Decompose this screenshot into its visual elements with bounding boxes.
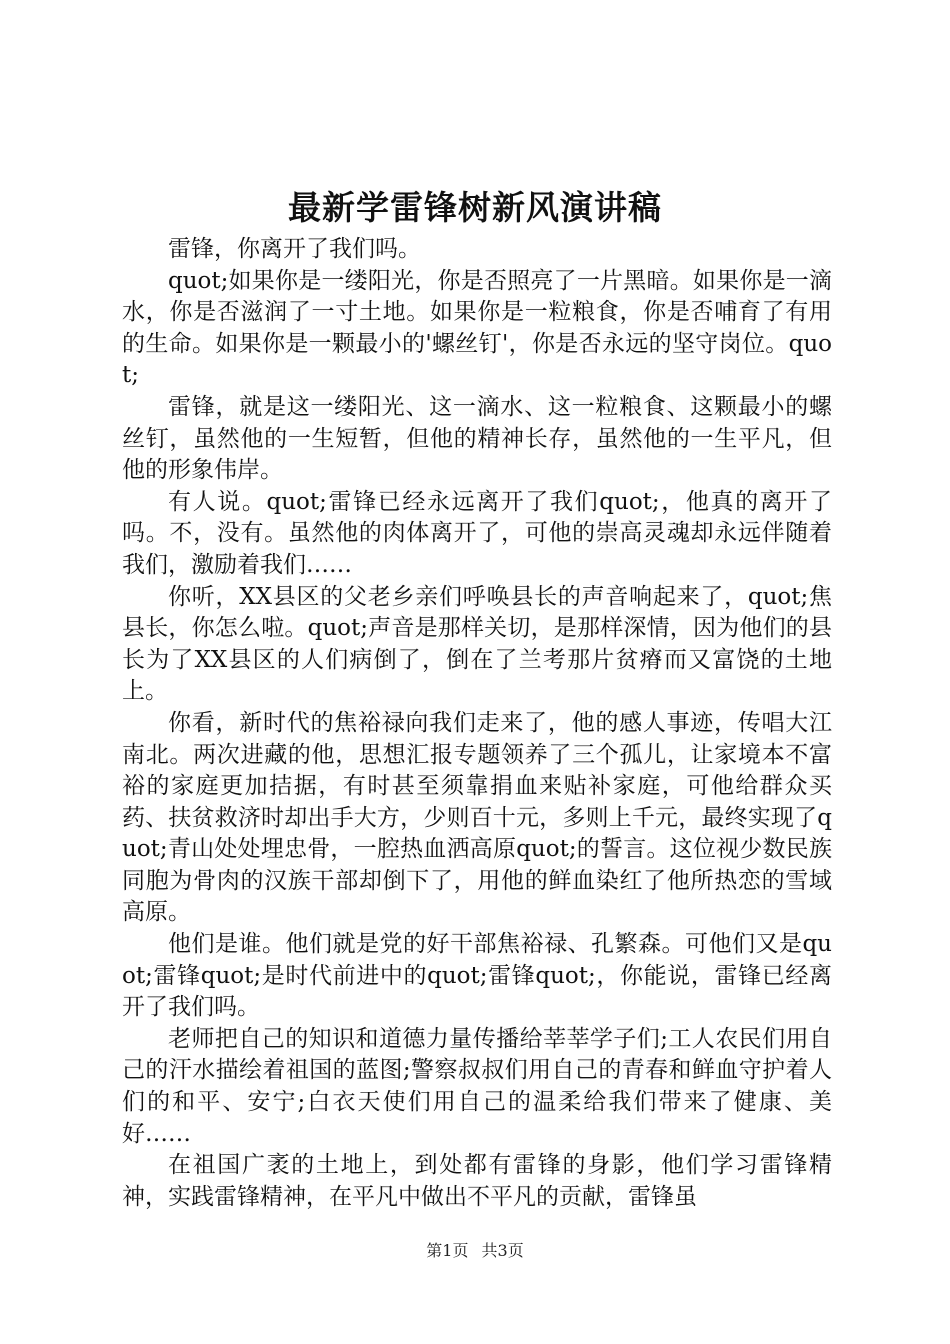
paragraph: quot;如果你是一缕阳光，你是否照亮了一片黑暗。如果你是一滴水，你是否滋润了一寸土地。如果你是一粒粮食，你是否哺育了有用的生命。如果你是一颗最小的'螺丝钉'，你是否永远的坚守岗位。quot; (122, 267, 832, 389)
paragraph: 他们是谁。他们就是党的好干部焦裕禄、孔繁森。可他们又是quot;雷锋quot;是时代前进中的quot;雷锋quot;，你能说，雷锋已经离开了我们吗。 (122, 931, 832, 1021)
page-number: 第1页 (426, 1241, 469, 1260)
paragraph: 雷锋，你离开了我们吗。 (168, 236, 421, 262)
paragraph: 你看，新时代的焦裕禄向我们走来了，他的感人事迹，传唱大江南北。两次进藏的他，思想汇报专题领养了三个孤儿，让家境本不富裕的家庭更加拮据，有时甚至须靠捐血来贴补家庭，可他给群众买药、扶贫救济时却出手大方，少则百十元，多则上千元，最终实现了quot;青山处处埋忠骨，一腔热血洒高原quot;的誓言。这位视少数民族同胞为骨肉的汉族干部却倒下了，用他的鲜血染红了他所热恋的雪域高原。 (122, 709, 832, 926)
page-footer (0, 1240, 950, 1262)
paragraph: 有人说。quot;雷锋已经永远离开了我们quot;，他真的离开了吗。不，没有。虽然他的肉体离开了，可他的崇高灵魂却永远伴随着我们，激励着我们…… (122, 488, 832, 578)
paragraph: 你听，XX县区的父老乡亲们呼唤县长的声音响起来了，quot;焦县长，你怎么啦。quot;声音是那样关切，是那样深情，因为他们的县长为了XX县区的人们病倒了，倒在了兰考那片贫瘠而又富饶的土地上。 (122, 583, 832, 705)
document-title: 最新学雷锋树新风演讲稿 (288, 188, 662, 227)
document-body (122, 234, 832, 1213)
paragraph: 在祖国广袤的土地上，到处都有雷锋的身影，他们学习雷锋精神，实践雷锋精神，在平凡中做出不平凡的贡献，雷锋虽 (122, 1152, 832, 1210)
paragraph: 雷锋，就是这一缕阳光、这一滴水、这一粒粮食、这颗最小的螺丝钉，虽然他的一生短暂，但他的精神长存，虽然他的一生平凡，但他的形象伟岸。 (122, 393, 832, 484)
page-total: 共3页 (481, 1241, 524, 1260)
paragraph: 老师把自己的知识和道德力量传播给莘莘学子们;工人农民们用自己的汗水描绘着祖国的蓝图;警察叔叔们用自己的青春和鲜血守护着人们的和平、安宁;白衣天使们用自己的温柔给我们带来了健康、美好…… (122, 1025, 832, 1147)
